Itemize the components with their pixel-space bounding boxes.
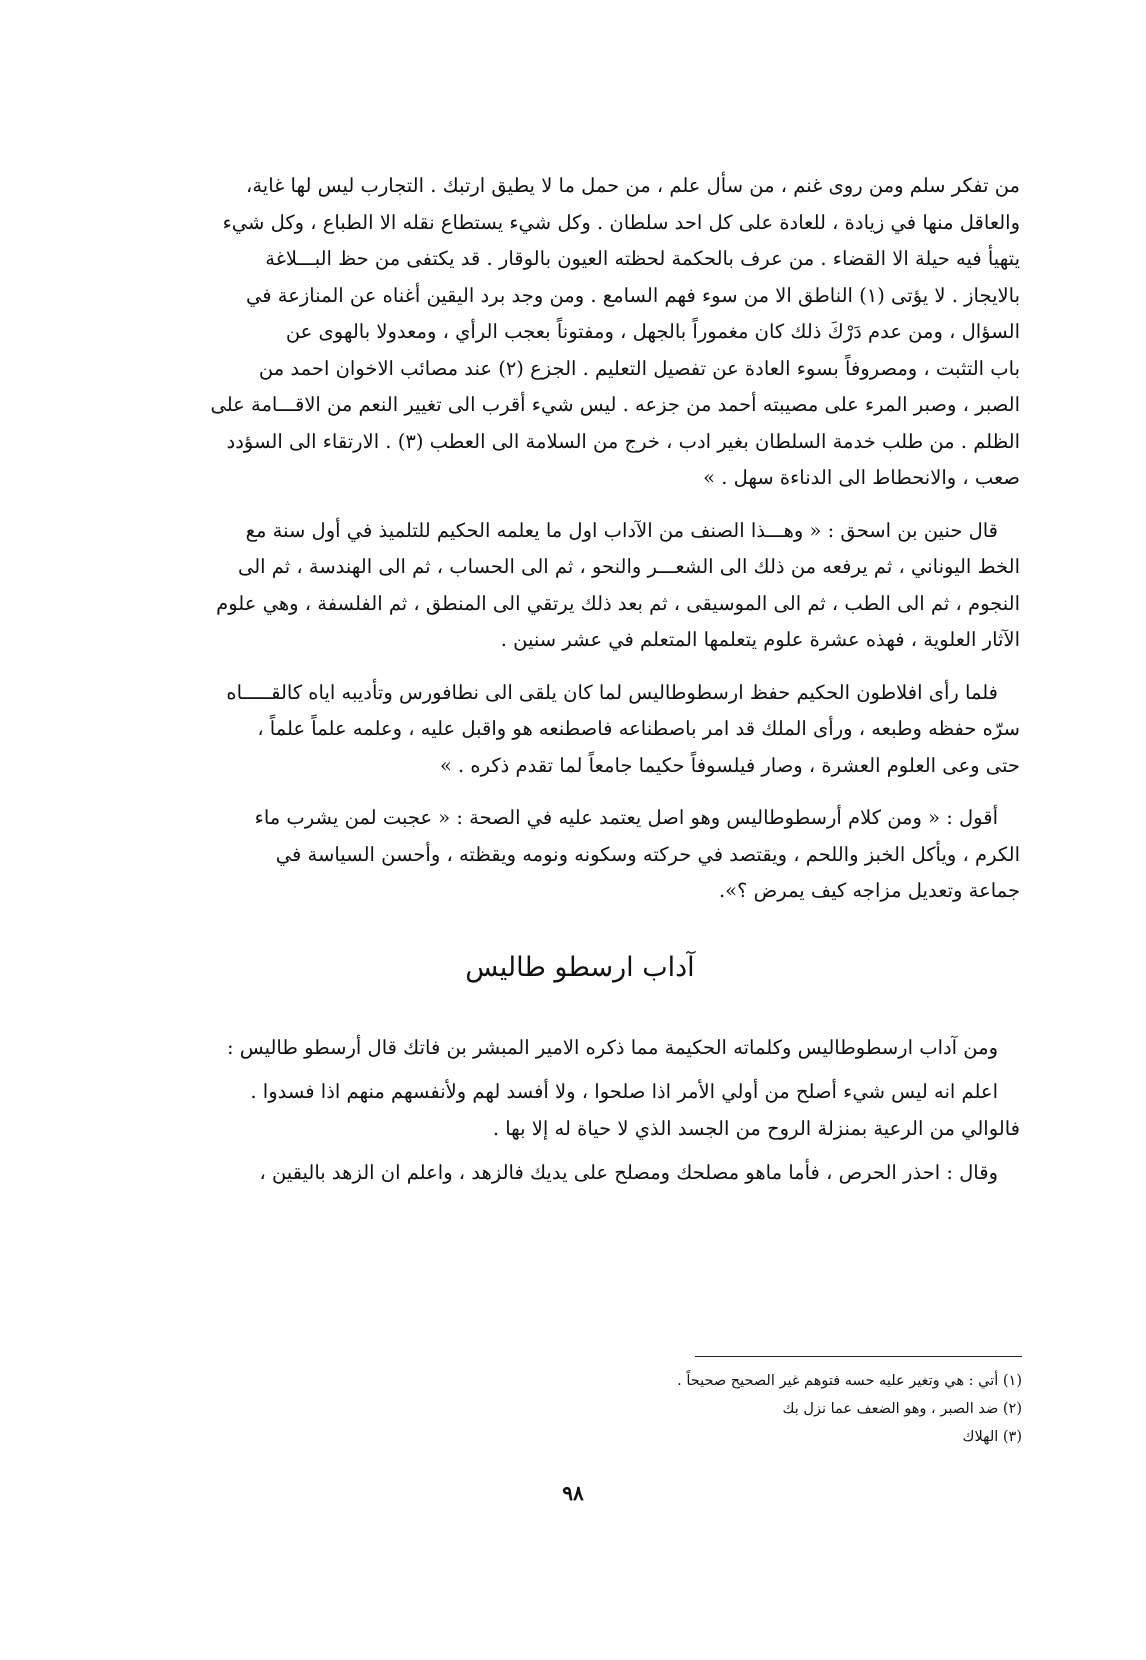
section-heading: آداب ارسطو طاليس bbox=[465, 951, 695, 983]
text-line: من تفكر سلم ومن روى غنم ، من سأل علم ، من حمل ما لا يطيق ارتبك . التجارب ليس لها غاية، bbox=[246, 174, 1020, 197]
paragraph-gap bbox=[140, 659, 1020, 675]
text-line: الصبر ، وصبر المرء على مصيبته أحمد من جزعه . ليس شيء أقرب الى تغيير النعم من الاقـــامة على bbox=[210, 393, 1020, 416]
text-line: أقول : « ومن كلام أرسطوطاليس وهو اصل يعتمد عليه في الصحة : « عجبت لمن يشرب ماء bbox=[254, 806, 998, 829]
paragraph-gap bbox=[140, 784, 1020, 800]
text-line: وقال : احذر الحرص ، فأما ماهو مصلحك ومصلح على يديك فالزهد ، واعلم ان الزهد باليقين ، bbox=[259, 1161, 998, 1184]
paragraph-maxims bbox=[140, 168, 1020, 497]
text-line: سرّه حفظه وطبعه ، ورأى الملك قد امر باصطناعه فاصطنعه هو واقبل عليه ، وعلمه علماً علماً ، bbox=[257, 717, 1020, 740]
text-line: حتى وعى العلوم العشرة ، وصار فيلسوفاً حكيما جامعاً لما تقدم ذكره . » bbox=[439, 753, 1020, 777]
text-line: فلما رأى افلاطون الحكيم حفظ ارسطوطاليس لما كان يلقى الى نطافورس وتأديبه اياه كالقـــــاه bbox=[226, 680, 998, 704]
text-line: والعاقل منها في زيادة ، للعادة على كل احد سلطان . وكل شيء يستطاع نقله الا الطباع ، وكل شيء bbox=[222, 210, 1020, 234]
paragraph-hunayn bbox=[140, 513, 1020, 659]
text-line: الخط اليوناني ، ثم يرفعه من ذلك الى الشعـــر والنحو ، ثم الى الحساب ، ثم الى الهندسة ، ثم الى bbox=[237, 555, 1020, 578]
text-line: الظلم . من طلب خدمة السلطان بغير ادب ، خرج من السلامة الى العطب (٣) . الارتقاء الى السؤدد bbox=[226, 429, 1020, 453]
text-line: فالوالي من الرعية بمنزلة الروح من الجسد الذي لا حياة له إلا بها . bbox=[492, 1116, 1020, 1140]
text-line: السؤال ، ومن عدم دَرْكَ ذلك كان مغموراً بالجهل ، ومفتوناً بعجب الرأي ، ومعدولا بالهوى عن bbox=[285, 320, 1020, 343]
paragraph-plato bbox=[140, 675, 1020, 785]
page-number: ٩٨ bbox=[562, 1481, 584, 1505]
footnote-3: (٣) الهلاك bbox=[962, 1429, 1022, 1445]
paragraph-aqulu bbox=[140, 800, 1020, 910]
paragraph-gap bbox=[140, 1147, 1020, 1155]
paragraph-gap bbox=[140, 1066, 1020, 1074]
text-line: النجوم ، ثم الى الطب ، ثم الى الموسيقى ، ثم بعد ذلك يرتقي الى المنطق ، ثم الفلسفة ، وهي علوم bbox=[216, 591, 1020, 615]
text-line: قال حنين بن اسحق : « وهـــذا الصنف من الآداب اول ما يعلمه الحكيم للتلميذ في أول سنة مع bbox=[245, 518, 998, 542]
footnotes bbox=[422, 1367, 1022, 1451]
paragraph-greed bbox=[140, 1155, 1020, 1192]
text-line: يتهيأ فيه حيلة الا القضاء . من عرف بالحكمة لحظته العيون بالوقار . قد يكتفى من حظ البـــلاغة bbox=[265, 247, 1020, 270]
text-line: اعلم انه ليس شيء أصلح من أولي الأمر اذا صلحوا ، ولا أفسد لهم ولأنفسهم منهم اذا فسدوا . bbox=[250, 1080, 998, 1103]
paragraph-intro bbox=[140, 1030, 1020, 1067]
paragraph-gap bbox=[140, 497, 1020, 513]
text-line: باب التثبت ، ومصروفاً بسوء العادة عن تفصيل التعليم . الجزع (٢) عند مصائب الاخوان احمد من bbox=[258, 356, 1020, 380]
text-line: الكرم ، ويأكل الخبز واللحم ، ويقتصد في حركته وسكونه ونومه ويقظته ، وأحسن السياسة في bbox=[275, 842, 1020, 866]
footnote-2: (٢) ضد الصبر ، وهو الضعف عما نزل بك bbox=[782, 1401, 1022, 1417]
page-body bbox=[140, 168, 1020, 1192]
footnote-1: (١) أتي : هي وتغير عليه حسه فتوهم غير الصحيح صحيحاً . bbox=[677, 1373, 1022, 1389]
footnote-divider bbox=[695, 1356, 1022, 1357]
text-line: جماعة وتعديل مزاجه كيف يمرض ؟». bbox=[718, 879, 1020, 902]
text-line: بالايجاز . لا يؤتى (١) الناطق الا من سوء فهم السامع . ومن وجد برد اليقين أغناه عن المنازعة في bbox=[245, 283, 1020, 307]
text-line: الآثار العلوية ، فهذه عشرة علوم يتعلمها المتعلم في عشر سنين . bbox=[500, 628, 1020, 651]
paragraph-rulers bbox=[140, 1074, 1020, 1147]
text-line: صعب ، والانحطاط الى الدناءة سهل . » bbox=[703, 466, 1020, 489]
text-line: ومن آداب ارسطوطاليس وكلماته الحكيمة مما ذكره الامير المبشر بن فاتك قال أرسطو طاليس : bbox=[226, 1035, 998, 1059]
